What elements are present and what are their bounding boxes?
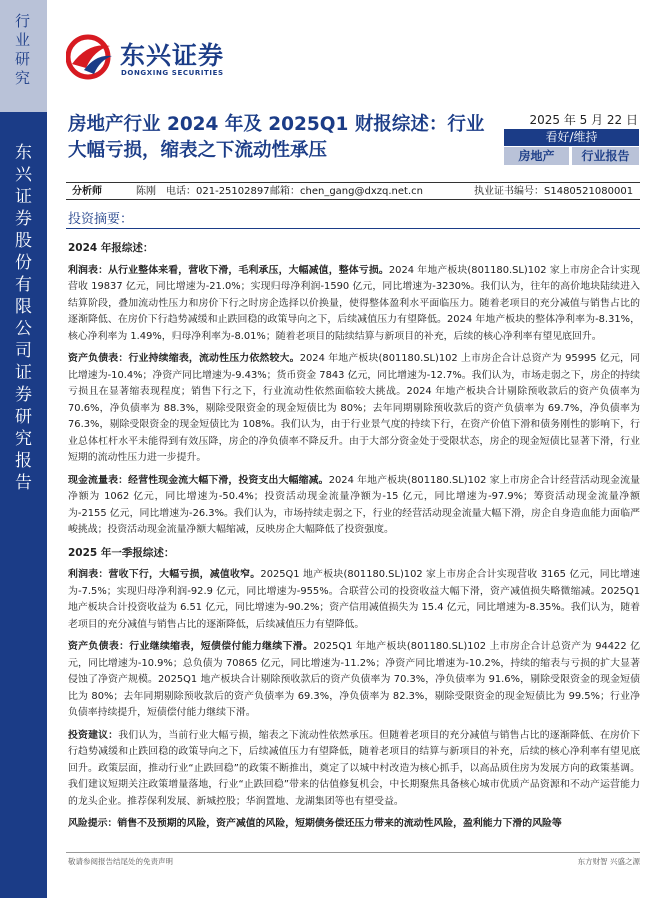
paragraph-lead: 投资建议： [68, 729, 119, 741]
sidebar-top-char: 行 [14, 12, 32, 30]
sidebar-bottom-char: 研 [15, 407, 32, 427]
summary-paragraph [68, 816, 640, 833]
summary-paragraph [68, 473, 640, 539]
summary-paragraph [68, 351, 640, 467]
paragraph-lead: 现金流量表：经营性现金流大幅下滑，投资支出大幅缩减。 [68, 474, 329, 486]
sidebar-bottom-char: 限 [15, 297, 32, 317]
sidebar-bottom-char: 证 [15, 363, 32, 383]
sidebar-top-char: 业 [14, 31, 32, 49]
sidebar-bottom-char: 兴 [15, 165, 32, 185]
sidebar-bottom-char: 券 [15, 209, 32, 229]
sidebar-top-char: 研 [14, 50, 32, 68]
sidebar-bottom-char: 东 [15, 143, 32, 163]
sidebar-top-char: 究 [14, 69, 32, 87]
paragraph-lead: 利润表：从行业整体来看，营收下滑，毛利承压，大幅减值，整体亏损。 [68, 264, 389, 276]
analyst-phone: 电话：021-25102897 [166, 186, 270, 197]
report-type-tag: 行业报告 [572, 147, 639, 165]
paragraph-text: 2024 年地产板块(801180.SL)102 家上市房企合计经营活动现金流量净额为 1062 亿元，同比增速为-50.4%；投资活动现金流量净额为-15 亿元，同比增速为-97.9%；筹资活动现金流量净额为-2155 亿元，同比增速为-26.3%。我们认为，市场持续走弱之下，行业的经营活动现金流量大幅下滑，房企自身造血能力面临严峻挑战；投资活动现金流量净额大幅缩减，反映房企大幅降低了投资强度。 [68, 474, 640, 535]
sidebar-bottom-char: 告 [15, 473, 32, 493]
paragraph-text: 2024 年地产板块(801180.SL)102 家上市房企合计实现营收 19837 亿元，同比增速为-21.0%；实现归母净利润-1590 亿元，同比增速为-3230%。我们认为，往年的高价地块陆续进入结算阶段，叠加流动性压力和房价下行之时房企选择以价换量，使得整体盈利水平面临压力。随着老项目的充分减值与销售占比的逐渐降低、在房价下行趋势减缓和止跌回稳的政策导向之下，后续减值压力有望降低。2024 年地产板块的整体净利率为-8.31%，核心净利率为 1.49%，归母净利率为-8.01%；随着老项目的陆续结算与新项目的补充，后续的核心净利率有望见底回升。 [68, 264, 640, 342]
logo-name: 东兴证券 [120, 41, 225, 70]
summary-body [68, 236, 640, 839]
section-heading: 2025 年一季报综述： [68, 546, 175, 559]
paragraph-text: 2025Q1 年地产板块(801180.SL)102 上市房企合计总资产为 94422 亿元，同比增速为-10.9%；总负债为 70865 亿元，同比增速为-11.2%；净资产同比增速为-10.2%，持续的缩表与亏损的扩大显著侵蚀了净资产规模。2025Q1 地产板块合计剔除预收款后的资产负债率为 70.3%，净负债率为 91.6%，剔除受限资金的现金短债比为 80%；去年同期剔除预收款后的资产负债率为 69.3%，净负债率为 82.3%，剔除受限资金的现金短债比为 99.5%；行业净负债率持续提升，短债偿付能力继续下滑。 [68, 641, 640, 718]
sidebar-bottom-char: 有 [15, 275, 32, 295]
summary-paragraph [68, 728, 640, 811]
summary-paragraph [68, 639, 640, 722]
sidebar-company [0, 112, 47, 898]
logo-subtitle: DONGXING SECURITIES [121, 69, 224, 77]
summary-paragraph [68, 567, 640, 633]
paragraph-text: 2024 年地产板块(801180.SL)102 上市房企合计总资产为 95995 亿元，同比增速为-10.4%；净资产同比增速为-9.43%；货币资金 7843 亿元，同比增速为-12.7%。我们认为，市场走弱之下，房企的持续亏损且在显著缩表现程度；销售下行之下，行业流动性依然面临较大挑战。2024 年地产板块合计剔除预收款后的资产负债率为 70.6%，净负债率为 88.3%，剔除受限资金的现金短债比为 80%；去年同期剔除预收款后的资产负债率为 69.7%，净负债率为 76.3%，剔除受限资金的现金短债比为 108%。我们认为，由于行业景气度的持续下行，在资产价值下滑和债务刚性的影响下，行业总体杠杆水平未能得到有效压降，房企的净负债率不降反升。由于大部分资金处于受限状态，房企的现金短债比显著下滑，行业短期的流动性压力进一步提升。 [68, 353, 640, 463]
sidebar-company-label [0, 142, 47, 494]
sidebar-bottom-char: 公 [15, 319, 32, 339]
report-title: 房地产行业 2024 年及 2025Q1 财报综述：行业大幅亏损，缩表之下流动性承压 [68, 114, 485, 161]
footer-slogan: 东方财智 兴盛之源 [577, 857, 640, 866]
sidebar-category-label [0, 12, 47, 88]
paragraph-text: 销售不及预期的风险，资产减值的风险，短期债务偿还压力带来的流动性风险，盈利能力下滑的风险等 [117, 818, 562, 829]
company-logo [66, 34, 256, 82]
sidebar-bottom-char: 股 [15, 231, 32, 251]
sidebar-bottom-char: 报 [15, 451, 32, 471]
paragraph-lead: 利润表：营收下行，大幅亏损，减值收窄。 [68, 569, 261, 580]
sidebar-bottom-char: 究 [15, 429, 32, 449]
footer-divider [66, 852, 640, 853]
section-heading: 2024 年报综述： [68, 242, 154, 254]
analyst-cert: 执业证书编号：S1480521080001 [474, 186, 634, 197]
footer-disclaimer: 敬请参阅报告结尾处的免责声明 [68, 857, 173, 866]
summary-divider [66, 228, 640, 229]
analyst-bar [66, 182, 640, 200]
analyst-label: 分析师 [72, 186, 102, 197]
summary-paragraph [68, 263, 640, 346]
report-date: 2025 年 5 月 22 日 [529, 113, 638, 127]
analyst-name: 陈刚 [136, 186, 156, 197]
summary-heading: 投资摘要： [68, 212, 134, 227]
paragraph-lead: 资产负债表：行业持续缩表，流动性压力依然较大。 [68, 353, 300, 364]
paragraph-text: 我们认为，当前行业大幅亏损，缩表之下流动性依然承压。但随着老项目的充分减值与销售占比的逐渐降低、在房价下行趋势减缓和止跌回稳的政策导向之下，后续减值压力有望降低，随着老项目的结算与新项目的补充，后续的核心净利率有望见底回升。政策层面，推动行业“止跌回稳”的政策不断推出，奠定了以城中村改造为核心抓手，以高品质住房为发展方向的政策基调。我们建议短期关注政策增量落地，行业“止跌回稳”带来的估值修复机会，中长期聚焦具备核心城市优质产品资源和不动产运营能力的龙头企业。推荐保利发展、新城控股；华润置地、龙湖集团等也有望受益。 [68, 729, 640, 807]
analyst-email[interactable]: 邮箱：chen_gang@dxzq.net.cn [270, 186, 423, 197]
rating-badge: 看好/维持 [504, 129, 639, 146]
sidebar-bottom-char: 司 [15, 341, 32, 361]
industry-tag: 房地产 [504, 147, 569, 165]
logo-mark-icon [66, 34, 116, 80]
paragraph-text: 2025Q1 地产板块(801180.SL)102 家上市房企合计实现营收 3165 亿元，同比增速为-7.5%；实现归母净利润-92.9 亿元，同比增速为-955%。合联营公司的投资收益大幅下滑，资产减值损失略微缩减。2025Q1 地产板块合计投资收益为 6.51 亿元，同比增速为-90.2%；资产信用减值损失为 15.4 亿元，同比增速为-8.35%。我们认为，随着老项目的充分减值与销售占比的逐渐降低，后续减值压力有望降低。 [68, 569, 640, 630]
paragraph-lead: 资产负债表：行业继续缩表，短债偿付能力继续下滑。 [68, 641, 314, 652]
sidebar-bottom-char: 份 [15, 253, 32, 273]
sidebar-category [0, 0, 47, 112]
sidebar-bottom-char: 券 [15, 385, 32, 405]
paragraph-lead: 风险提示： [68, 818, 118, 829]
sidebar-bottom-char: 证 [15, 187, 32, 207]
